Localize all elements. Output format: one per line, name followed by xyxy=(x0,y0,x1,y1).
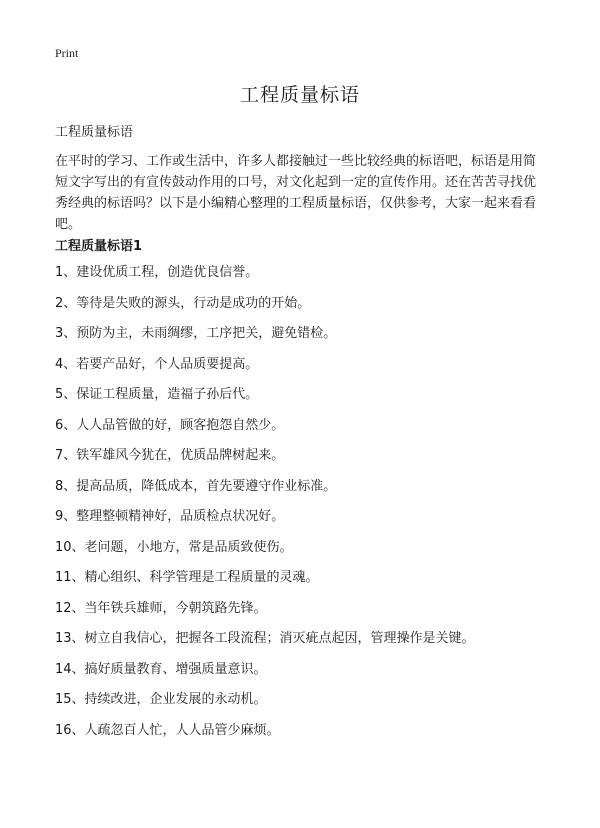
slogan-item: 9、整理整顿精神好，品质检点状况好。 xyxy=(55,509,285,524)
slogan-item: 11、精心组织、科学管理是工程质量的灵魂。 xyxy=(55,570,319,585)
document-subtitle: 工程质量标语 xyxy=(55,125,134,140)
slogan-item: 16、人疏忽百人忙，人人品管少麻烦。 xyxy=(55,722,280,738)
slogan-item: 5、保证工程质量，造福子孙后代。 xyxy=(55,387,259,402)
print-label: Print xyxy=(55,46,79,60)
slogan-item: 8、提高品质，降低成本，首先要遵守作业标准。 xyxy=(55,478,337,494)
slogan-list xyxy=(55,264,475,752)
slogan-item: 14、搞好质量教育、增强质量意识。 xyxy=(55,661,267,677)
slogan-item: 6、人人品管做的好，顾客抱怨自然少。 xyxy=(55,417,285,433)
document-title: 工程质量标语 xyxy=(239,84,360,106)
slogan-item: 1、建设优质工程，创造优良信誉。 xyxy=(55,265,259,280)
slogan-item: 3、预防为主，未雨绸缪，工序把关，避免错检。 xyxy=(55,326,337,341)
section-heading: 工程质量标语1 xyxy=(55,239,143,254)
slogan-item: 15、持续改进，企业发展的永动机。 xyxy=(55,692,267,707)
slogan-item: 7、铁军雄风今犹在，优质品牌树起来。 xyxy=(55,448,285,463)
slogan-item: 2、等待是失败的源头，行动是成功的开始。 xyxy=(55,295,311,311)
slogan-item: 13、树立自我信心，把握各工段流程；消灭疵点起因，管理操作是关键。 xyxy=(55,631,475,646)
slogan-item: 10、老问题，小地方，常是品质致使伤。 xyxy=(55,539,293,555)
intro-paragraph: 在平时的学习、工作或生活中，许多人都接触过一些比较经典的标语吧，标语是用简短文字写出的有宣传鼓动作用的口号，对文化起到一定的宣传作用。还在苦苦寻找优秀经典的标语吗？以下是小编精心整理的工程质量标语，仅供参考，大家一起来看看吧。 xyxy=(55,154,537,232)
slogan-item: 12、当年铁兵雄师，今朝筑路先锋。 xyxy=(55,600,267,616)
slogan-item: 4、若要产品好，个人品质要提高。 xyxy=(55,356,259,372)
